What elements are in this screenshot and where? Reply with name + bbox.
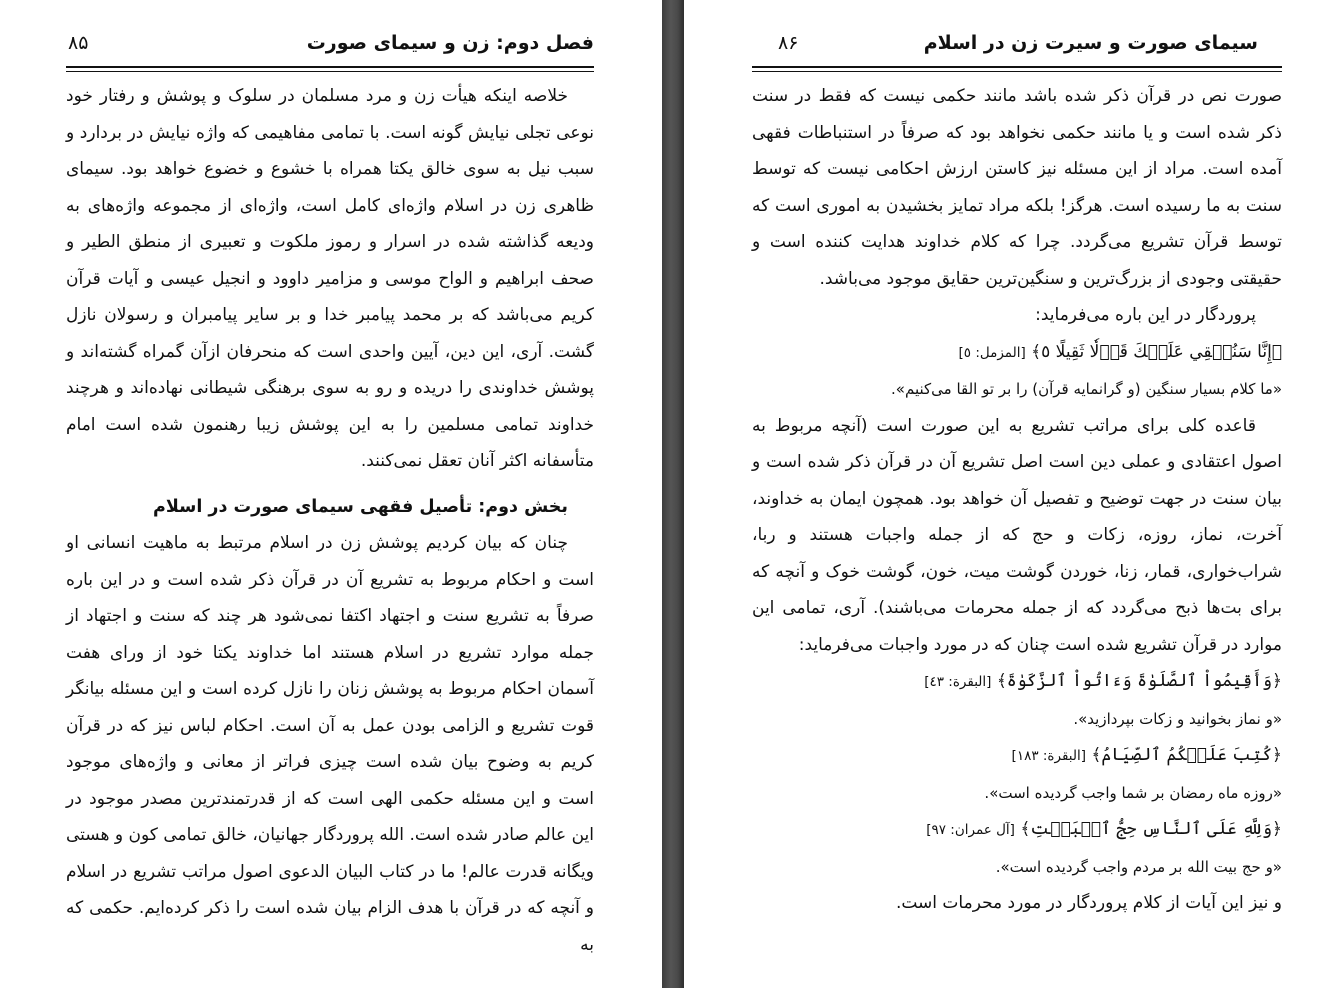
header-rule <box>66 66 594 72</box>
intro-line: پروردگار در این باره می‌فرماید: <box>1035 305 1256 325</box>
chapter-title: فصل دوم: زن و سیمای صورت <box>306 32 594 54</box>
section-heading: بخش دوم: تأصیل فقهی سیمای صورت در اسلام <box>153 496 568 517</box>
verse-text: ﴿وَأَقِيمُواْ ٱلصَّلَوٰةَ وَءَاتُواْ ٱلزَّكَوٰةَ﴾ <box>996 671 1282 691</box>
verse-text: ﴿إِنَّا سَنُلۡقِي عَلَيۡكَ قَوۡلٗا ثَقِيلًا ٥﴾ <box>1031 341 1282 362</box>
verse-reference: [آل عمران: ٩٧] <box>926 822 1015 838</box>
verse-translation: «روزه ماه رمضان بر شما واجب گردیده است». <box>984 783 1282 802</box>
verse-text: ﴿وَلِلَّهِ عَلَى ٱلنَّاسِ حِجُّ ٱلۡبَيۡتِ﴾ <box>1020 819 1282 839</box>
right-page <box>684 0 1342 988</box>
paragraph: قاعده کلی برای مراتب تشریع به این صورت است (آنچه مربوط به اصول اعتقادی و عملی دین است اصل تشریع آن در قرآن ذکر شده است و بیان سنت در جهت توضیح و تفصیل آن خواهد بود. همچون ایمان به خداوند، آخرت، نماز، روزه، زکات و حج که از جمله واجبات هستند و ربا، شراب‌خواری، قمار، زنا، خوردن گوشت میت، خون، گوشت خوک و آنچه که برای بت‌ها ذبح می‌گردد که از جمله محرمات می‌باشند). آری، تمامی این موارد در قرآن تشریع شده است چنان که در مورد واجبات می‌فرماید: <box>752 415 1282 655</box>
book-title: سیمای صورت و سیرت زن در اسلام <box>923 32 1258 54</box>
closing-line: و نیز این آیات از کلام پروردگار در مورد محرمات است. <box>895 893 1282 913</box>
verse-translation: «و نماز بخوانید و زکات بپردازید». <box>1073 709 1282 728</box>
quran-verse <box>752 811 1282 849</box>
verse-translation: «و حج بیت الله بر مردم واجب گردیده است». <box>995 857 1282 876</box>
left-page <box>0 0 662 988</box>
page-body <box>66 78 594 963</box>
paragraph: چنان که بیان کردیم پوشش زن در اسلام مرتبط به ماهیت انسانی او است و احکام مربوط به تشریع آن در قرآن ذکر شده است و در این باره صرفاً به تشریع سنت و اجتهاد اکتفا نمی‌شود هر چند که سنت و اجتهاد از جمله موارد تشریع در اسلام هستند اما خداوند یکتا خود از ورای هفت آسمان احکام مربوط به پوشش زنان را نازل کرده است و این مسئله بیانگر قوت تشریع و الزامی بودن عمل به آن است. احکام لباس نیز که در قرآن کریم به وضوح بیان شده است چیزی فراتر از معانی و واژه‌های موجود است و این مسئله حکمی الهی است که از قدرتمندترین مصدر موجود در این عالم صادر شده است. الله پروردگار جهانیان، خالق تمامی کون و هستی ویگانه قدرت عالم! ما در کتاب البیان الدعوی اصول مراتب تشریع در اسلام و آنچه که در قرآن با هدف الزام بیان شده است را ذکر کرده‌ایم. حکمی که به <box>66 533 594 955</box>
paragraph: خلاصه اینکه هیأت زن و مرد مسلمان در سلوک و پوشش و رفتار خود نوعی تجلی نیایش گونه است. با تمامی مفاهیمی که واژه نیایش در بردارد و سبب نیل به سوی خالق یکتا همراه با خشوع و خضوع خواهد بود. سیمای ظاهری زن در اسلام واژه‌ای کامل است، واژه‌ای از مجموعه واژه‌های به ودیعه گذاشته شده در اسرار و رموز ملکوت و تعبیری از منطق الطیر و صحف ابراهیم و الواح موسی و مزامیر داوود و انجیل عیسی و آیات قرآن کریم می‌باشد که بر محمد پیامبر خدا و بر سایر پیامبران و رسولان نازل گشت. آری، این دین، آیین واحدی است که منحرفان ازآن گمراه گشته‌اند و پوشش خداوندی را دریده و رو به سوی برهنگی شیطانی نهاده‌اند و هرچند خداوند تمامی مسلمین را به این پوشش زیبا رهنمون شده است امام متأسفانه اکثر آنان تعقل نمی‌کنند. <box>66 86 594 471</box>
header-rule <box>752 66 1282 72</box>
quran-verse <box>752 737 1282 775</box>
page-number: ۸۵ <box>68 32 89 54</box>
paragraph: صورت نص در قرآن ذکر شده باشد مانند حکمی نیست که فقط در سنت ذکر شده است و یا مانند حکمی نخواهد بود که صرفاً در استنباطات فقهی آمده است. مراد از این مسئله نیز کاستن ارزش احکامی نیست که توسط سنت به ما رسیده است. هرگز! بلکه مراد تمایز بخشیدن به اموری است که توسط قرآن تشریع می‌گردد. چرا که کلام خداوند هدایت کننده است و حقیقتی وجودی از بزرگ‌ترین و سنگین‌ترین حقایق موجود می‌باشد. <box>752 86 1282 289</box>
page-number: ۸۶ <box>778 32 799 54</box>
verse-text: ﴿كُتِبَ عَلَيۡكُمُ ٱلصِّيَامُ﴾ <box>1091 745 1282 765</box>
page-header <box>778 30 1258 64</box>
quran-verse <box>752 334 1282 372</box>
verse-reference: [المزمل: ٥] <box>958 344 1026 361</box>
book-gutter <box>662 0 684 988</box>
verse-translation: «ما کلام بسیار سنگین (و گرانمایه قرآن) را بر تو القا می‌کنیم». <box>891 380 1282 398</box>
verse-reference: [البقرة: ٤٣] <box>924 674 992 690</box>
verse-reference: [البقرة: ١٨٣] <box>1011 748 1086 764</box>
quran-verse <box>752 663 1282 701</box>
page-header <box>68 30 594 64</box>
page-body <box>752 78 1282 922</box>
